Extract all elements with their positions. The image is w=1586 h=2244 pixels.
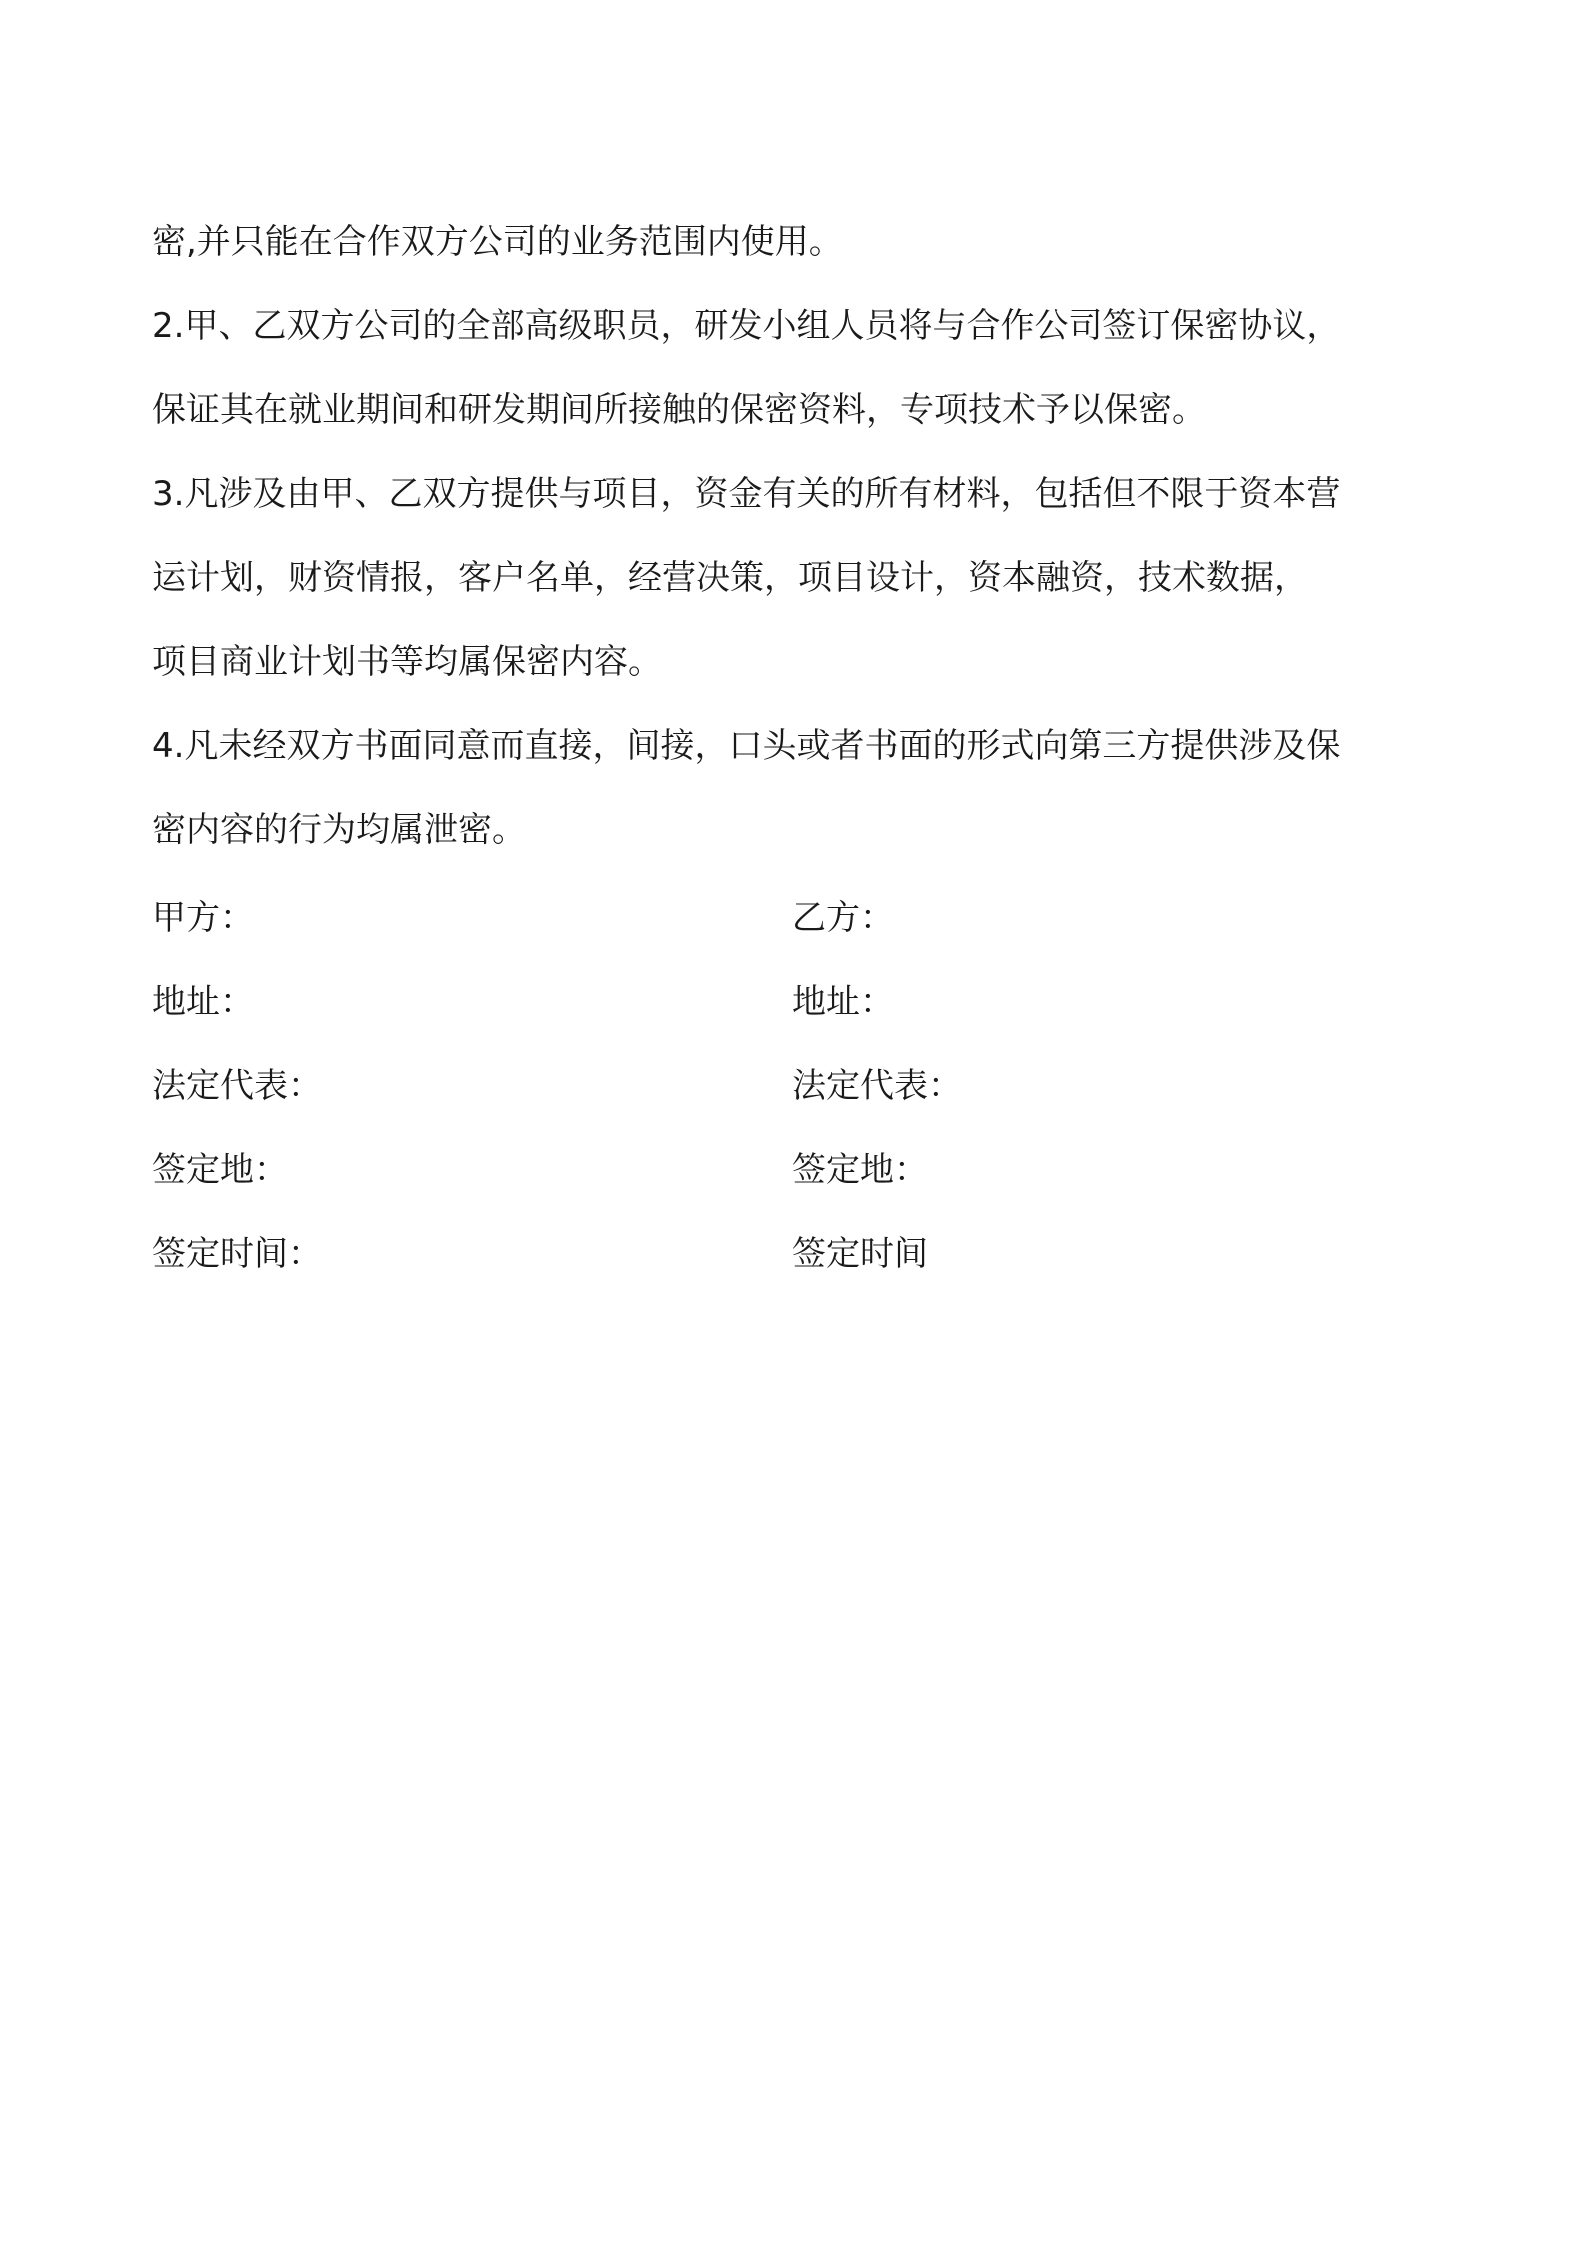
party-a-place-label: 签定地： [152,1149,288,1190]
signature-row-party [152,872,1452,956]
party-b-representative-label: 法定代表： [792,1065,962,1106]
party-b-label: 乙方： [792,897,894,938]
party-a-label: 甲方： [152,897,254,938]
party-b-place-label: 签定地： [792,1149,928,1190]
signature-block [152,872,1452,1292]
paragraph-line: 密,并只能在合作双方公司的业务范围内使用。 [152,222,843,262]
signature-row-place [152,1124,1452,1208]
paragraph-line: 2.甲、乙双方公司的全部高级职员，研发小组人员将与合作公司签订保密协议， [152,306,1341,346]
paragraph-line: 3.凡涉及由甲、乙双方提供与项目，资金有关的所有材料，包括但不限于资本营 [152,474,1341,514]
signature-row-address [152,956,1452,1040]
paragraph-line: 运计划，财资情报，客户名单，经营决策，项目设计，资本融资，技术数据， [152,558,1308,598]
document-body [152,200,1452,1292]
party-a-date-label: 签定时间： [152,1233,322,1274]
paragraph-line: 密内容的行为均属泄密。 [152,810,526,850]
party-a-representative-label: 法定代表： [152,1065,322,1106]
party-b-address-label: 地址： [792,981,894,1022]
party-a-address-label: 地址： [152,981,254,1022]
signature-row-date [152,1208,1452,1292]
paragraph-line: 保证其在就业期间和研发期间所接触的保密资料，专项技术予以保密。 [152,390,1206,430]
paragraph-line: 4.凡未经双方书面同意而直接，间接，口头或者书面的形式向第三方提供涉及保 [152,726,1341,766]
party-b-date-label: 签定时间 [792,1233,928,1274]
paragraph-line: 项目商业计划书等均属保密内容。 [152,642,662,682]
signature-row-representative [152,1040,1452,1124]
